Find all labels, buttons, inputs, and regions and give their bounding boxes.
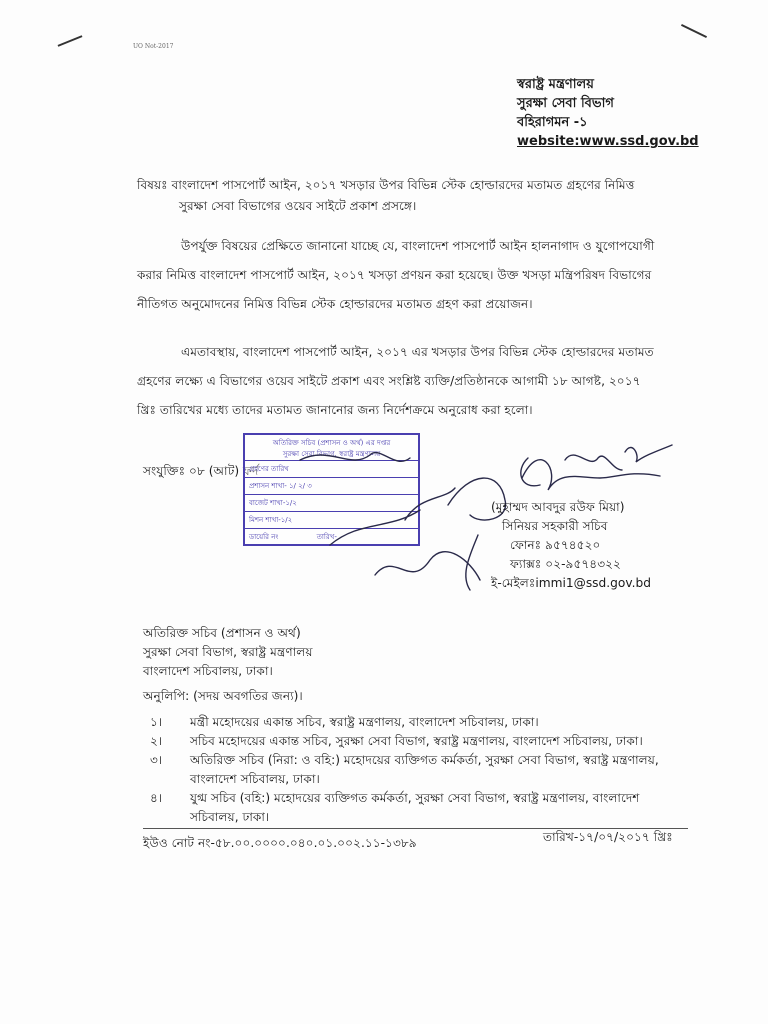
list-item-line: অতিরিক্ত সচিব (নিরা: ও বহি:) মহোদয়ের ব্যক্তিগত কর্মকর্তা, সুরক্ষা সেবা বিভাগ, স্বরাষ্ট্র মন্ত্রণালয়, [190,753,659,767]
signature-stroke [330,510,420,545]
list-item [150,732,690,751]
subject-line-2: সুরক্ষা সেবা বিভাগের ওয়েব সাইটে প্রকাশ প্রসঙ্গে। [179,199,417,213]
signatory-block [491,498,651,593]
signatory-fax: ফ্যাক্সঃ ০২-৯৫৭৪৩২২ [510,557,621,571]
paragraph-1-line: করার নিমিত্ত বাংলাদেশ পাসপোর্ট আইন, ২০১৭ খসড়া প্রণয়ন করা হয়েছে। উক্ত খসড়া মন্ত্রিপরিষদ বিভাগের [137,268,652,282]
copy-list [150,713,690,827]
list-item-number: ১। [150,715,163,729]
stamp-date-label: তারিখ- [316,533,337,541]
list-item-text [190,789,639,827]
paragraph-1-line: উপর্যুক্ত বিষয়ের প্রেক্ষিতে জানানো যাচ্ছে যে, বাংলাদেশ পাসপোর্ট আইন হালনাগাদ ও যুগোপযোগী [181,239,655,253]
subject-line-1: বিষয়ঃ বাংলাদেশ পাসপোর্ট আইন, ২০১৭ খসড়ার উপর বিভিন্ন স্টেক হোল্ডারদের মতামত গ্রহণের নিমিত্ত [137,178,635,192]
website-link[interactable]: website:www.ssd.gov.bd [517,134,699,149]
list-item-number: ৩। [150,753,163,767]
signature-stroke [375,552,480,580]
paragraph-2-line: খ্রিঃ তারিখের মধ্যে তাদের মতামত জানানোর জন্য নির্দেশক্রমে অনুরোধ করা হলো। [137,403,533,417]
list-item [150,751,690,789]
section-name: বহিরাগমন -১ [517,115,588,130]
list-item-line: সচিবালয়, ঢাকা। [190,810,270,824]
division-name: সুরক্ষা সেবা বিভাগ [517,96,614,111]
list-item [150,713,690,732]
note-date: তারিখ-১৭/০৭/২০১৭ খ্রিঃ [543,830,673,844]
signatory-designation: সিনিয়র সহকারী সচিব [502,519,608,533]
list-item-line: বাংলাদেশ সচিবালয়, ঢাকা। [190,772,320,786]
signature-stroke [521,458,540,486]
recipient-line: সুরক্ষা সেবা বিভাগ, স্বরাষ্ট্র মন্ত্রণালয় [143,645,313,659]
list-item [150,789,690,827]
note-number: ইউও নোট নং-৫৮.০০.০০০০.০৪০.০১.০০২.১১-১৩৮৯ [143,836,417,850]
stamp-title: অতিরিক্ত সচিব (প্রশাসন ও অর্থ) এর দপ্তর [272,439,391,447]
paragraph-2-line: এমতাবস্থায়, বাংলাদেশ পাসপোর্ট আইন, ২০১৭ এর খসড়ার উপর বিভিন্ন স্টেক হোল্ডারদের মতামত [181,345,654,359]
stamp-diary-label: ডায়েরি নং [249,533,279,541]
signature-stroke [466,535,478,590]
signature-stroke [522,460,660,490]
signatory-email[interactable]: ই-মেইলঃimmi1@ssd.gov.bd [491,576,651,590]
attachment-note: সংযুক্তিঃ ০৮ (আট) ফর্দ [143,464,259,478]
signature-stroke [565,455,622,470]
stamp-row: বাজেট শাখা-১/২ [245,495,418,512]
signatory-phone: ফোনঃ ৯৫৭৪৫২০ [510,538,601,552]
recipient-line: বাংলাদেশ সচিবালয়, ঢাকা। [143,664,273,678]
recipient-block [143,624,313,681]
paragraph-1-line: নীতিগত অনুমোদনের নিমিত্ত বিভিন্ন স্টেক হোল্ডারদের মতামত গ্রহণ করা প্রয়োজন। [137,297,533,311]
paragraph-2-line: গ্রহণের লক্ষ্যে এ বিভাগের ওয়েব সাইটে প্রকাশ এবং সংশ্লিষ্ট ব্যক্তি/প্রতিষ্ঠানকে আগামী ১৮ আগষ্ট, ২০১৭ [137,374,641,388]
doc-code: UO Not-2017 [133,43,174,50]
signature-stroke [300,453,410,462]
stamp-row: গ্রহণের তারিখ [245,461,418,478]
stamp-row: প্রশাসন শাখা- ১/ ২/ ৩ [245,478,418,495]
list-item-number: ৪। [150,791,163,805]
ministry-name: স্বরাষ্ট্র মন্ত্রণালয় [517,77,594,92]
list-item-text [190,751,659,789]
list-item-text: সচিব মহোদয়ের একান্ত সচিব, সুরক্ষা সেবা বিভাগ, স্বরাষ্ট্র মন্ত্রণালয়, বাংলাদেশ সচিবালয়, ঢাকা। [190,734,643,748]
recipient-line: অতিরিক্ত সচিব (প্রশাসন ও অর্থ) [143,626,301,640]
copy-label: অনুলিপি: (সদয় অবগতির জন্য)। [143,689,303,703]
list-item-line: যুগ্ম সচিব (বহি:) মহোদয়ের ব্যক্তিগত কর্মকর্তা, সুরক্ষা সেবা বিভাগ, স্বরাষ্ট্র মন্ত্রণালয়, বাংলাদেশ [190,791,640,805]
signatory-name: (মুহাম্মদ আবদুর রউফ মিয়া) [491,500,625,514]
stamp-row: মিশন শাখা-১/২ [245,512,418,529]
signature-stroke [405,488,455,520]
signature-stroke [625,445,672,462]
stamp-subtitle: সুরক্ষা সেবা বিভাগ, স্বরাষ্ট্র মন্ত্রণালয় [282,450,381,458]
list-item-text: মন্ত্রী মহোদয়ের একান্ত সচিব, স্বরাষ্ট্র মন্ত্রণালয়, বাংলাদেশ সচিবালয়, ঢাকা। [190,715,539,729]
list-item-number: ২। [150,734,163,748]
